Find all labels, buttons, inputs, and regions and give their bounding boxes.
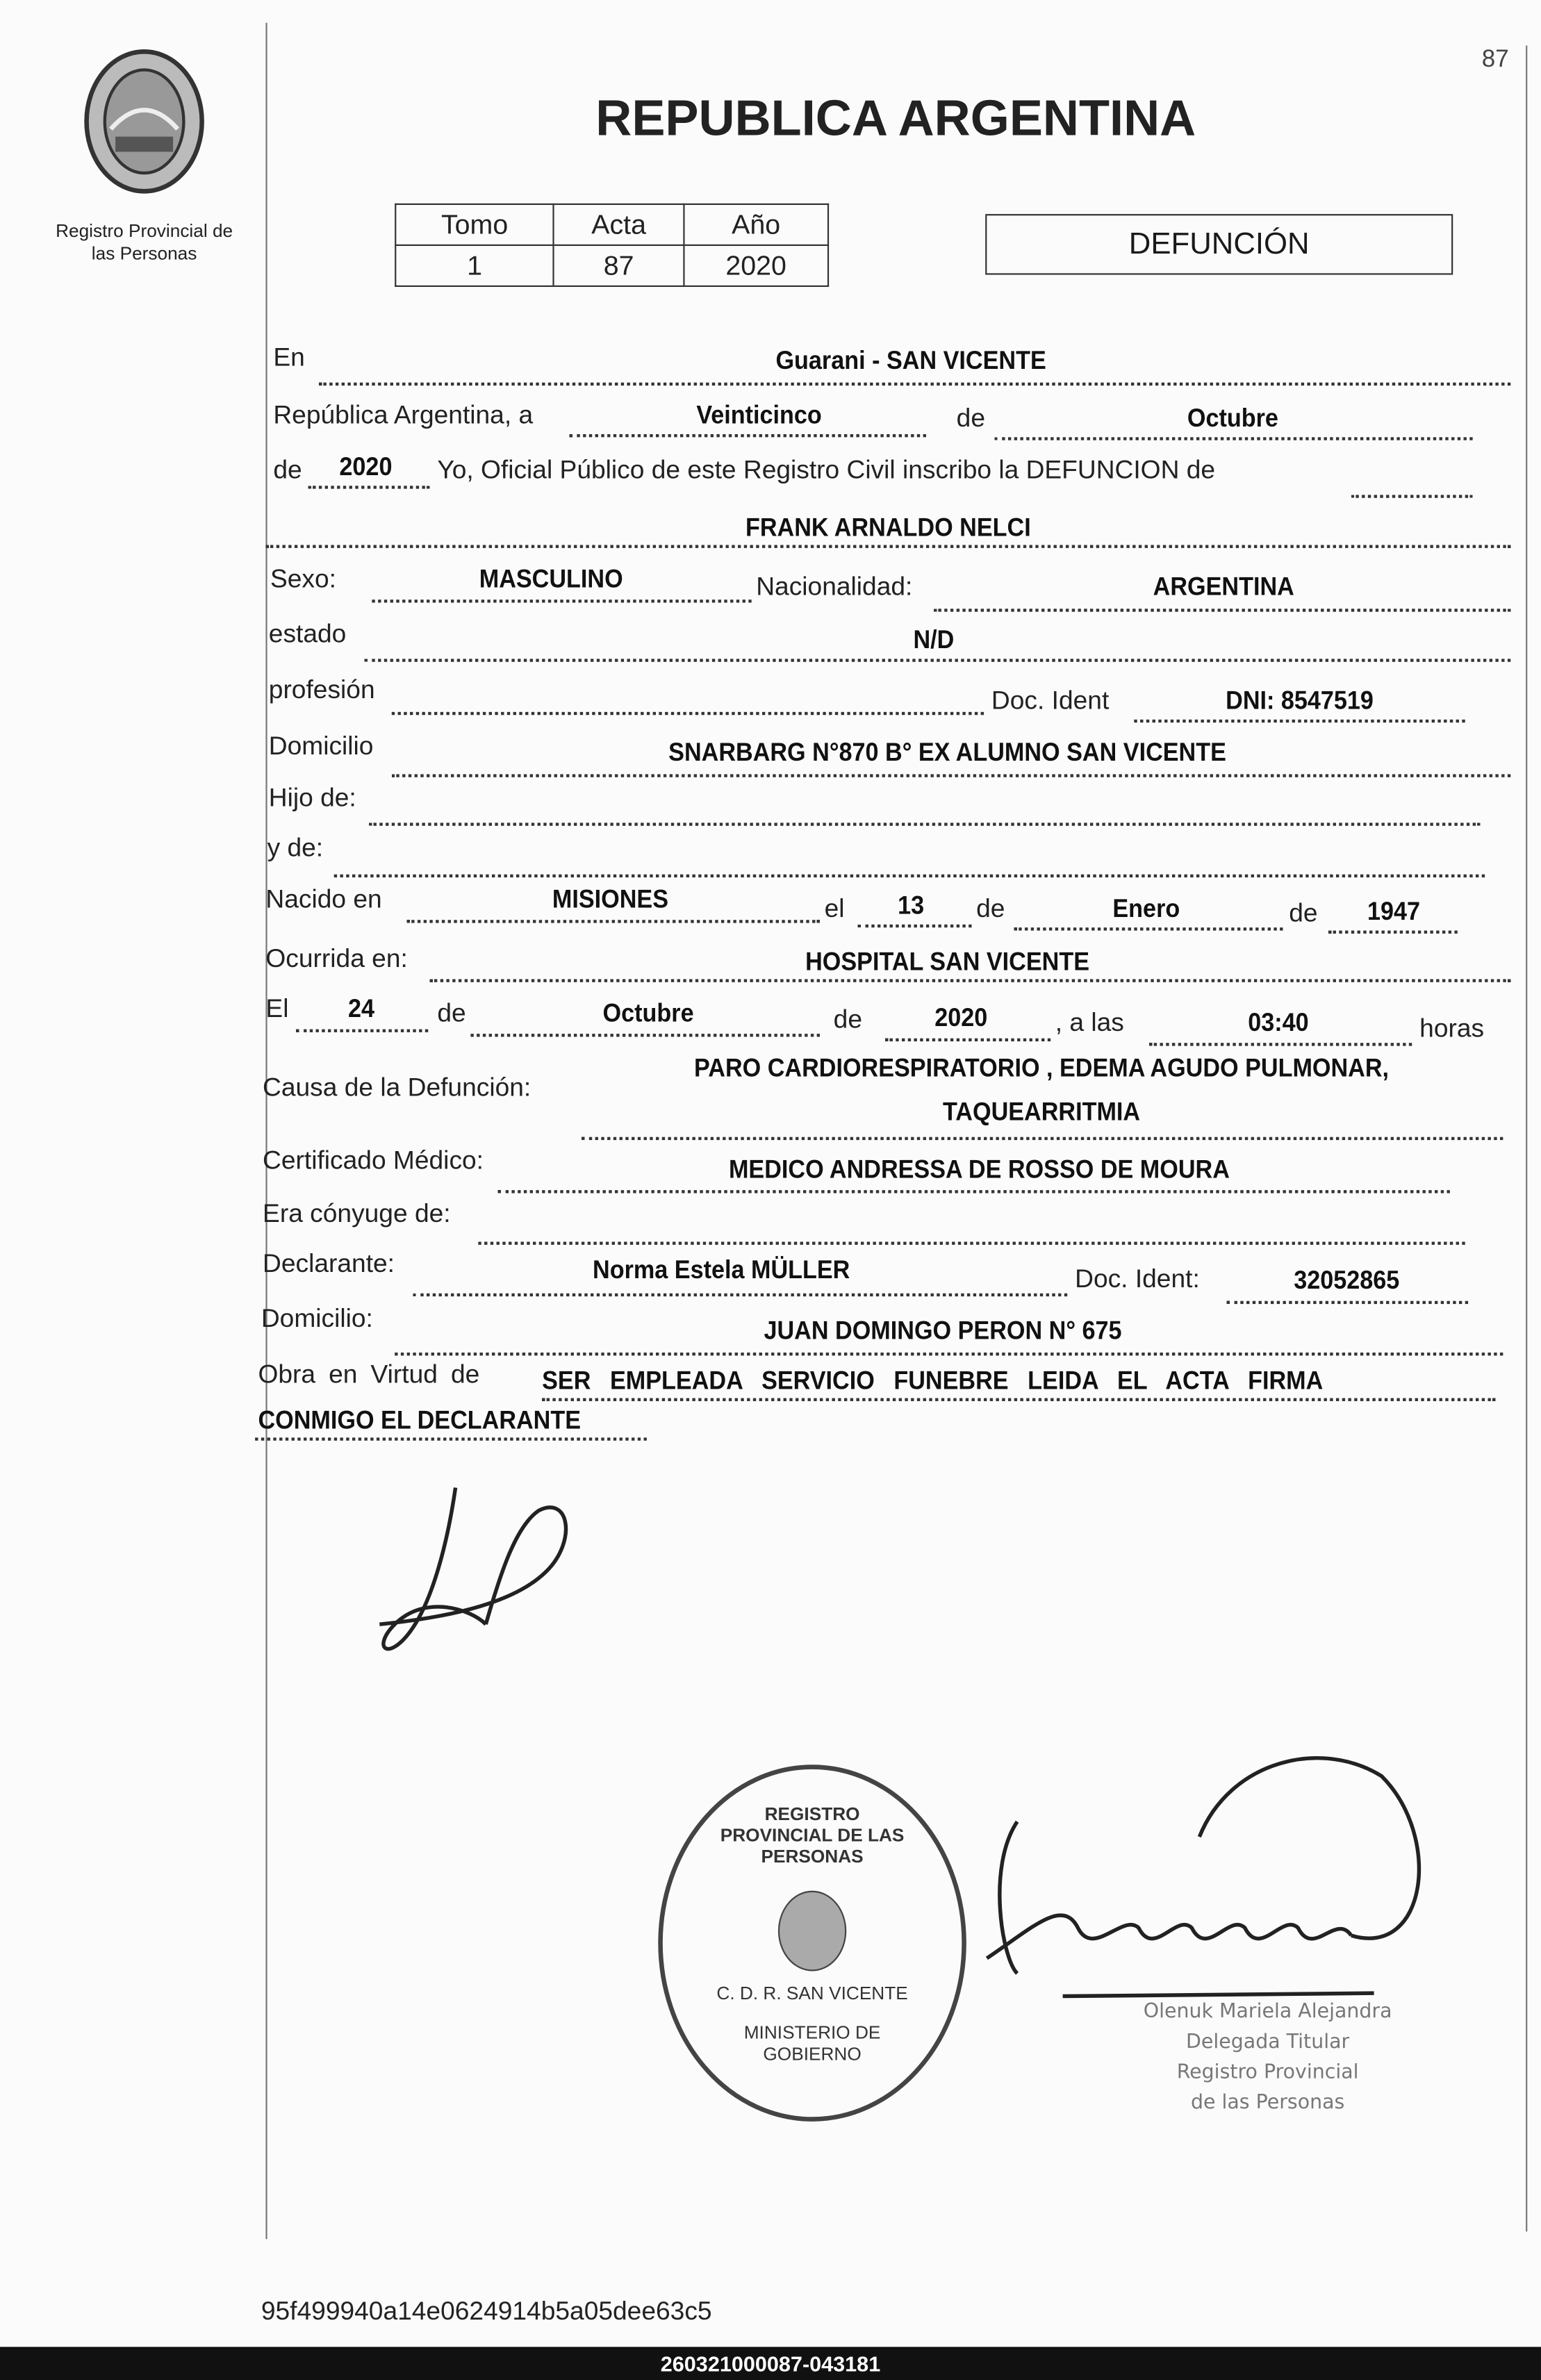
value-declarante: Norma Estela MÜLLER (593, 1255, 850, 1284)
value-death-year: 2020 (934, 1003, 988, 1032)
document-title: REPUBLICA ARGENTINA (595, 89, 1196, 146)
dotted-line (319, 383, 1510, 386)
label-a-las: , a las (1055, 1007, 1124, 1037)
value-place: Guarani - SAN VICENTE (775, 346, 1046, 375)
label-causa: Causa de la Defunción: (263, 1073, 531, 1102)
stamp-outer-text: REGISTRO PROVINCIAL DE LAS PERSONAS (720, 1803, 905, 1867)
dotted-line (934, 609, 1510, 611)
value-causa-line2: TAQUEARRITMIA (942, 1097, 1141, 1127)
dotted-line (1014, 927, 1283, 930)
dotted-line (372, 600, 751, 602)
value-decl-domicilio: JUAN DOMINGO PERON N° 675 (764, 1316, 1122, 1346)
dotted-line (569, 434, 926, 437)
label-y-de: y de: (267, 833, 324, 863)
dotted-line (265, 545, 1510, 547)
right-margin-line (1526, 46, 1527, 2232)
dotted-line (498, 1190, 1450, 1193)
misiones-coat-of-arms-logo (73, 46, 217, 201)
label-decl-doc: Doc. Ident: (1075, 1264, 1200, 1294)
dotted-line (994, 437, 1472, 440)
footer-code-bar: 260321000087-043181 (0, 2347, 1541, 2380)
value-year: 2020 (339, 452, 393, 481)
value-dni: DNI: 8547519 (1226, 686, 1374, 716)
official-org-line1: Registro Provincial (1176, 2061, 1359, 2085)
dotted-line (470, 1034, 820, 1036)
dotted-line (542, 1398, 1495, 1401)
dotted-line (1149, 1043, 1412, 1046)
label-de: de (833, 1005, 863, 1034)
dotted-line (392, 774, 1510, 777)
document-hash: 95f499940a14e0624914b5a05dee63c5 (261, 2297, 712, 2326)
label-conyuge: Era cónyuge de: (263, 1199, 451, 1228)
official-stamp (653, 1761, 972, 2125)
label-de: de (976, 894, 1005, 923)
official-org-line2: de las Personas (1190, 2092, 1345, 2115)
value-domicilio: SNARBARG N°870 B° EX ALUMNO SAN VICENTE (668, 738, 1226, 767)
deceased-name: FRANK ARNALDO NELCI (745, 513, 1031, 543)
header-anio: Año (684, 204, 828, 245)
label-en: En (273, 342, 305, 372)
label-de: de (437, 998, 466, 1028)
dotted-line (413, 1294, 1067, 1296)
value-nacionalidad: ARGENTINA (1153, 572, 1294, 602)
value-decl-doc: 32052865 (1294, 1266, 1400, 1295)
record-table (395, 204, 829, 287)
label-nacionalidad: Nacionalidad: (756, 572, 913, 602)
value-death-month: Octubre (602, 998, 694, 1028)
label-hijo-de: Hijo de: (268, 783, 356, 813)
value-sexo: MASCULINO (479, 564, 623, 594)
value-death-place: HOSPITAL SAN VICENTE (805, 947, 1090, 977)
registry-name-line2: las Personas (91, 242, 197, 265)
dotted-line (392, 712, 984, 715)
label-doc-ident: Doc. Ident (991, 686, 1110, 716)
value-day: Veinticinco (696, 400, 822, 430)
label-domicilio: Domicilio (268, 732, 374, 761)
official-role: Delegada Titular (1186, 2031, 1350, 2054)
dotted-line (1351, 495, 1473, 497)
label-decl-domicilio: Domicilio: (261, 1304, 373, 1333)
oficial-statement: Yo, Oficial Público de este Registro Civil inscribo la DEFUNCION de (437, 455, 1216, 485)
value-anio: 2020 (684, 245, 828, 286)
value-month: Octubre (1187, 404, 1278, 433)
official-signature (972, 1746, 1428, 2003)
label-el: el (824, 894, 845, 923)
value-estado: N/D (913, 625, 955, 654)
page-number: 87 (1481, 47, 1509, 73)
label-profesion: profesión (268, 675, 375, 704)
dotted-line (1227, 1301, 1468, 1304)
dotted-line (334, 875, 1485, 877)
dotted-line (478, 1241, 1465, 1244)
record-type-box: DEFUNCIÓN (985, 214, 1453, 274)
dotted-line (369, 823, 1481, 825)
label-estado: estado (268, 619, 347, 649)
value-acta: 87 (554, 245, 684, 286)
label-horas: horas (1419, 1014, 1485, 1043)
dotted-line (255, 1437, 647, 1440)
stamp-bottom-text: MINISTERIO DE GOBIERNO (743, 2022, 881, 2065)
label-de: de (1289, 898, 1318, 928)
value-causa-line1: PARO CARDIORESPIRATORIO , EDEMA AGUDO PULMONAR, (694, 1053, 1390, 1083)
value-death-day: 24 (348, 994, 375, 1023)
value-death-time: 03:40 (1248, 1007, 1309, 1037)
label-de: de (956, 404, 986, 433)
official-name: Olenuk Mariela Alejandra (1143, 2001, 1392, 2024)
registry-name-line1: Registro Provincial de (56, 220, 233, 242)
declarant-signature (364, 1480, 592, 1678)
dotted-line (858, 925, 972, 927)
value-birthplace: MISIONES (552, 884, 669, 914)
value-birth-day: 13 (898, 891, 925, 920)
dotted-line (1328, 931, 1458, 934)
label-ocurrida-en: Ocurrida en: (265, 944, 408, 973)
dotted-line (885, 1039, 1050, 1041)
label-obra-en-virtud: Obra en Virtud de (258, 1360, 480, 1389)
label-certificado: Certificado Médico: (263, 1146, 484, 1175)
dotted-line (308, 486, 430, 488)
value-obra-line2: CONMIGO EL DECLARANTE (258, 1405, 582, 1435)
left-margin-line (265, 23, 267, 2239)
value-obra-line1: SER EMPLEADA SERVICIO FUNEBRE LEIDA EL ACTA FIRMA (542, 1366, 1324, 1396)
value-certificado: MEDICO ANDRESSA DE ROSSO DE MOURA (728, 1155, 1230, 1184)
value-birth-month: Enero (1112, 894, 1180, 923)
header-tomo: Tomo (395, 204, 554, 245)
value-birth-year: 1947 (1367, 897, 1421, 926)
dotted-line (1134, 720, 1465, 722)
dotted-line (296, 1030, 428, 1032)
dotted-line (395, 1353, 1503, 1355)
label-republica: República Argentina, a (273, 400, 534, 430)
label-de: de (273, 455, 302, 485)
value-tomo: 1 (395, 245, 554, 286)
label-sexo: Sexo: (270, 564, 336, 594)
label-el: El (265, 994, 289, 1023)
dotted-line (429, 979, 1510, 982)
dotted-line (582, 1137, 1503, 1140)
header-acta: Acta (554, 204, 684, 245)
label-declarante: Declarante: (263, 1249, 395, 1278)
stamp-inner-text: C. D. R. SAN VICENTE (716, 1982, 908, 2004)
label-nacido-en: Nacido en (265, 884, 382, 914)
dotted-line (407, 920, 820, 923)
dotted-line (364, 659, 1510, 661)
